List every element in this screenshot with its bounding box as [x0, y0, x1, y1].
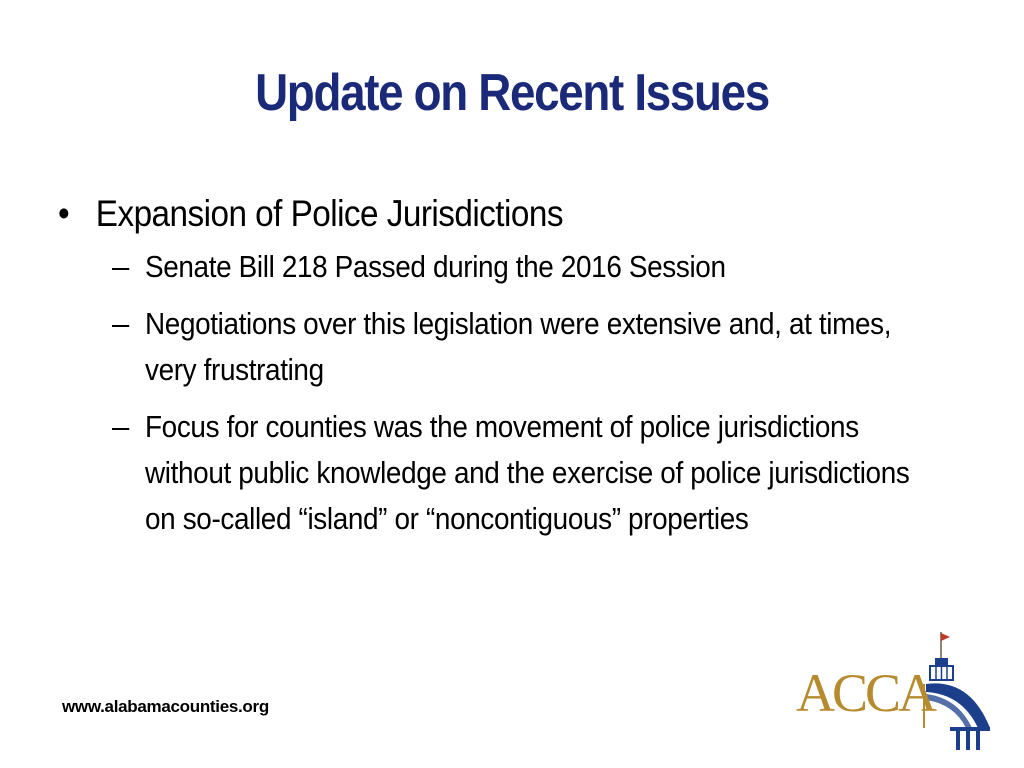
sub-bullet-item	[58, 404, 968, 542]
bullet-marker: •	[58, 193, 70, 234]
logo-text: ACCA	[796, 663, 935, 723]
sub-bullet-list	[58, 244, 968, 542]
sub-bullet-marker: –	[112, 306, 129, 341]
bullet-list	[58, 188, 968, 553]
slide-title: Update on Recent Issues	[255, 64, 769, 122]
sub-bullet-item	[58, 301, 968, 393]
bullet-text: Expansion of Police Jurisdictions	[95, 193, 563, 234]
sub-bullet-marker: –	[112, 409, 129, 444]
sub-bullet-marker: –	[112, 249, 129, 284]
sub-bullet-text: Negotiations over this legislation were extensive and, at times, very frustrating	[145, 306, 892, 387]
sub-bullet-text: Senate Bill 218 Passed during the 2016 Session	[145, 249, 726, 284]
sub-bullet-text: Focus for counties was the movement of police jurisdictions without public knowledge and the exercise of police jurisdictions on so-called “island” or “noncontiguous” properties	[145, 409, 910, 536]
acca-logo	[790, 628, 1004, 756]
sub-bullet-item	[58, 244, 968, 290]
footer-url: www.alabamacounties.org	[62, 697, 269, 716]
bullet-item	[58, 188, 877, 240]
